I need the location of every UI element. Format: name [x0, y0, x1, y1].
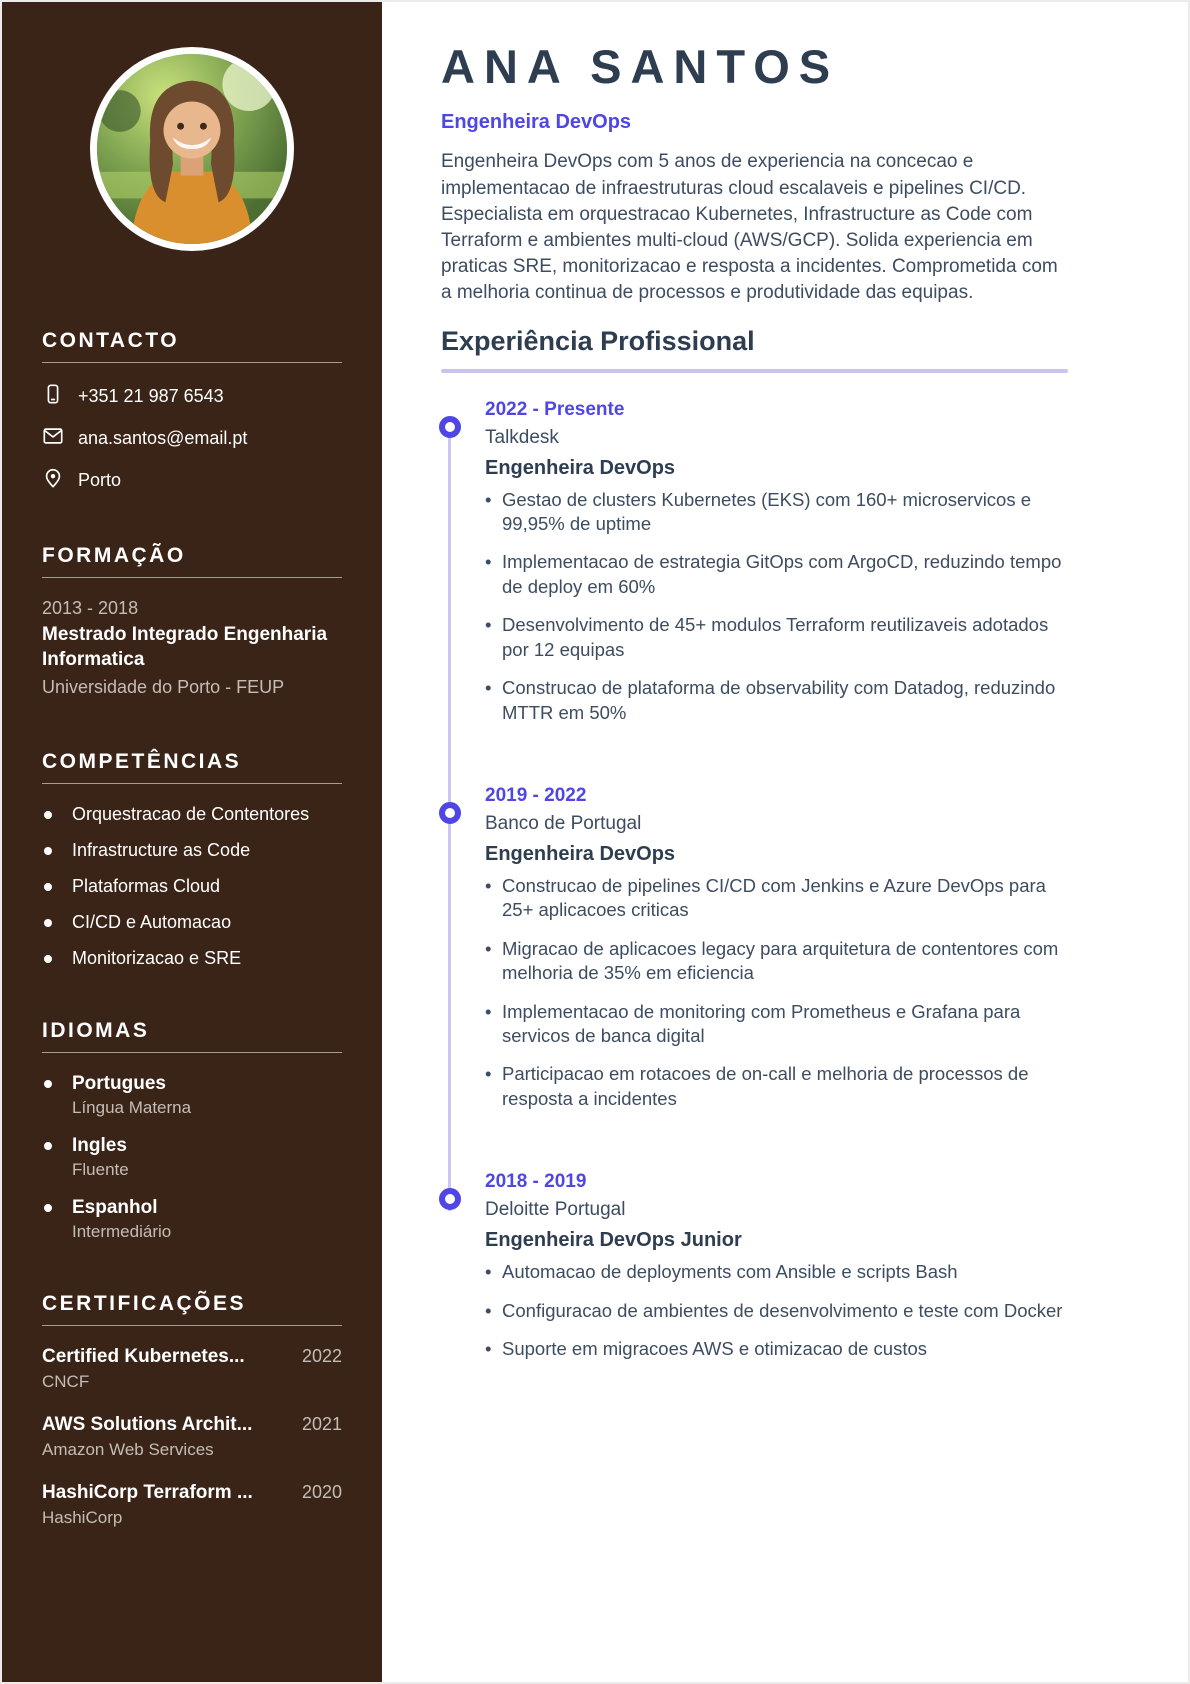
job-period: 2018 - 2019 [485, 1171, 587, 1193]
job-bullet: • Construcao de pipelines CI/CD com Jenkins e Azure DevOps para 25+ aplicacoes criticas [485, 874, 1068, 923]
contact-location [42, 467, 342, 494]
skills-title: COMPETÊNCIAS [42, 749, 242, 773]
certification-year: 2022 [301, 1345, 342, 1366]
job-bullet: • Gestao de clusters Kubernetes (EKS) com 160+ microservicos e 99,95% de uptime [485, 488, 1068, 537]
languages-section [42, 1019, 342, 1242]
job-bullet: • Implementacao de estrategia GitOps com ArgoCD, reduzindo tempo de deploy em 60% [485, 550, 1068, 599]
candidate-name: ANA SANTOS [441, 40, 840, 93]
job-role: Engenheira DevOps [485, 456, 676, 479]
job-company: Talkdesk [485, 426, 559, 448]
job-period: 2019 - 2022 [485, 784, 587, 806]
skills-list [42, 804, 342, 969]
job-bullet-list [485, 1260, 1068, 1361]
language-item [42, 1197, 342, 1242]
skill-item: Monitorizacao e SRE [42, 948, 342, 969]
certification-name: Certified Kubernetes... [42, 1345, 245, 1367]
job-bullet-list [485, 488, 1068, 725]
certifications-section [42, 1292, 342, 1528]
education-school: Universidade do Porto - FEUP [42, 677, 285, 698]
profile-photo [90, 47, 294, 251]
language-item [42, 1135, 342, 1180]
contact-section [42, 329, 342, 494]
job-bullet: • Automacao de deployments com Ansible e scripts Bash [485, 1260, 1068, 1284]
certification-org: Amazon Web Services [42, 1439, 214, 1459]
job-role: Engenheira DevOps [485, 842, 676, 865]
language-name: Portugues [72, 1072, 166, 1094]
certification-item [42, 1414, 342, 1460]
experience-title: Experiência Profissional [441, 325, 755, 356]
section-divider [42, 1052, 342, 1053]
profile-photo-wrap [42, 47, 342, 251]
job-company: Deloitte Portugal [485, 1199, 626, 1221]
language-name: Ingles [72, 1134, 127, 1156]
job-period: 2022 - Presente [485, 398, 625, 420]
skill-item: Infrastructure as Code [42, 840, 342, 861]
education-section [42, 544, 342, 700]
certification-name: HashiCorp Terraform ... [42, 1481, 253, 1503]
contact-email [42, 425, 342, 452]
education-period: 2013 - 2018 [42, 598, 139, 618]
job-bullet: • Construcao de plataforma de observability com Datadog, reduzindo MTTR em 50% [485, 676, 1068, 725]
job-bullet: • Migracao de aplicacoes legacy para arquitetura de contentores com melhoria de 35% em eficiencia [485, 937, 1068, 986]
contact-phone [42, 383, 342, 410]
certification-item [42, 1346, 342, 1392]
language-level: Fluente [72, 1159, 129, 1179]
summary-paragraph: Engenheira DevOps com 5 anos de experiencia na concecao e implementacao de infraestruturas cloud escalaveis e pipelines CI/CD. Especialista em orquestracao Kubernetes, Infrastructure as Code com Terraform e ambientes multi-cloud (AWS/GCP). Solida experiencia em praticas SRE, monitorizacao e resposta a incidentes. Comprometida com a melhoria continua de processos e produtividade das equipas. [441, 151, 1058, 304]
language-level: Língua Materna [72, 1097, 192, 1117]
timeline-marker [439, 802, 461, 824]
job-bullet: • Configuracao de ambientes de desenvolvimento e teste com Docker [485, 1299, 1068, 1323]
certifications-title: CERTIFICAÇÕES [42, 1291, 247, 1315]
job-entry [485, 1171, 1068, 1361]
location-pin-icon [42, 467, 64, 494]
location-text: Porto [78, 470, 122, 490]
job-bullet-list [485, 874, 1068, 1111]
job-bullet: • Desenvolvimento de 45+ modulos Terraform reutilizaveis adotados por 12 equipas [485, 613, 1068, 662]
certification-org: HashiCorp [42, 1507, 123, 1527]
certification-org: CNCF [42, 1371, 90, 1391]
timeline-marker [439, 1188, 461, 1210]
envelope-icon [42, 425, 64, 452]
candidate-role: Engenheira DevOps [441, 111, 632, 134]
phone-number: +351 21 987 6543 [78, 386, 224, 406]
job-bullet: • Suporte em migracoes AWS e otimizacao de custos [485, 1337, 1068, 1361]
section-divider [42, 362, 342, 363]
portrait-placeholder-image [97, 54, 287, 244]
languages-title: IDIOMAS [42, 1018, 150, 1042]
experience-underline [441, 369, 1068, 373]
section-divider [42, 1325, 342, 1326]
education-title: FORMAÇÃO [42, 544, 186, 567]
languages-list [42, 1073, 342, 1242]
certification-item [42, 1482, 342, 1528]
main-content [382, 2, 1188, 1682]
language-item [42, 1073, 342, 1118]
certification-year: 2020 [301, 1481, 342, 1502]
skill-item: Plataformas Cloud [42, 876, 342, 897]
certification-year: 2021 [301, 1413, 342, 1434]
contact-title: CONTACTO [42, 329, 180, 352]
job-bullet: • Implementacao de monitoring com Prometheus e Grafana para servicos de banca digital [485, 1000, 1068, 1049]
phone-icon [42, 383, 64, 410]
education-degree: Mestrado Integrado Engenharia Informatica [42, 624, 328, 670]
email-address: ana.santos@email.pt [78, 428, 248, 448]
skill-item: Orquestracao de Contentores [42, 804, 342, 825]
language-level: Intermediário [72, 1221, 172, 1241]
skill-item: CI/CD e Automacao [42, 912, 342, 933]
language-name: Espanhol [72, 1196, 158, 1218]
timeline-marker [439, 416, 461, 438]
experience-timeline [441, 399, 1068, 1362]
skills-section [42, 750, 342, 969]
job-company: Banco de Portugal [485, 812, 642, 834]
section-divider [42, 577, 342, 578]
job-entry [485, 785, 1068, 1111]
sidebar [2, 2, 382, 1682]
section-divider [42, 783, 342, 784]
certification-name: AWS Solutions Archit... [42, 1413, 253, 1435]
job-bullet: • Participacao em rotacoes de on-call e melhoria de processos de resposta a incidentes [485, 1062, 1068, 1111]
job-entry [485, 399, 1068, 725]
job-role: Engenheira DevOps Junior [485, 1229, 742, 1252]
